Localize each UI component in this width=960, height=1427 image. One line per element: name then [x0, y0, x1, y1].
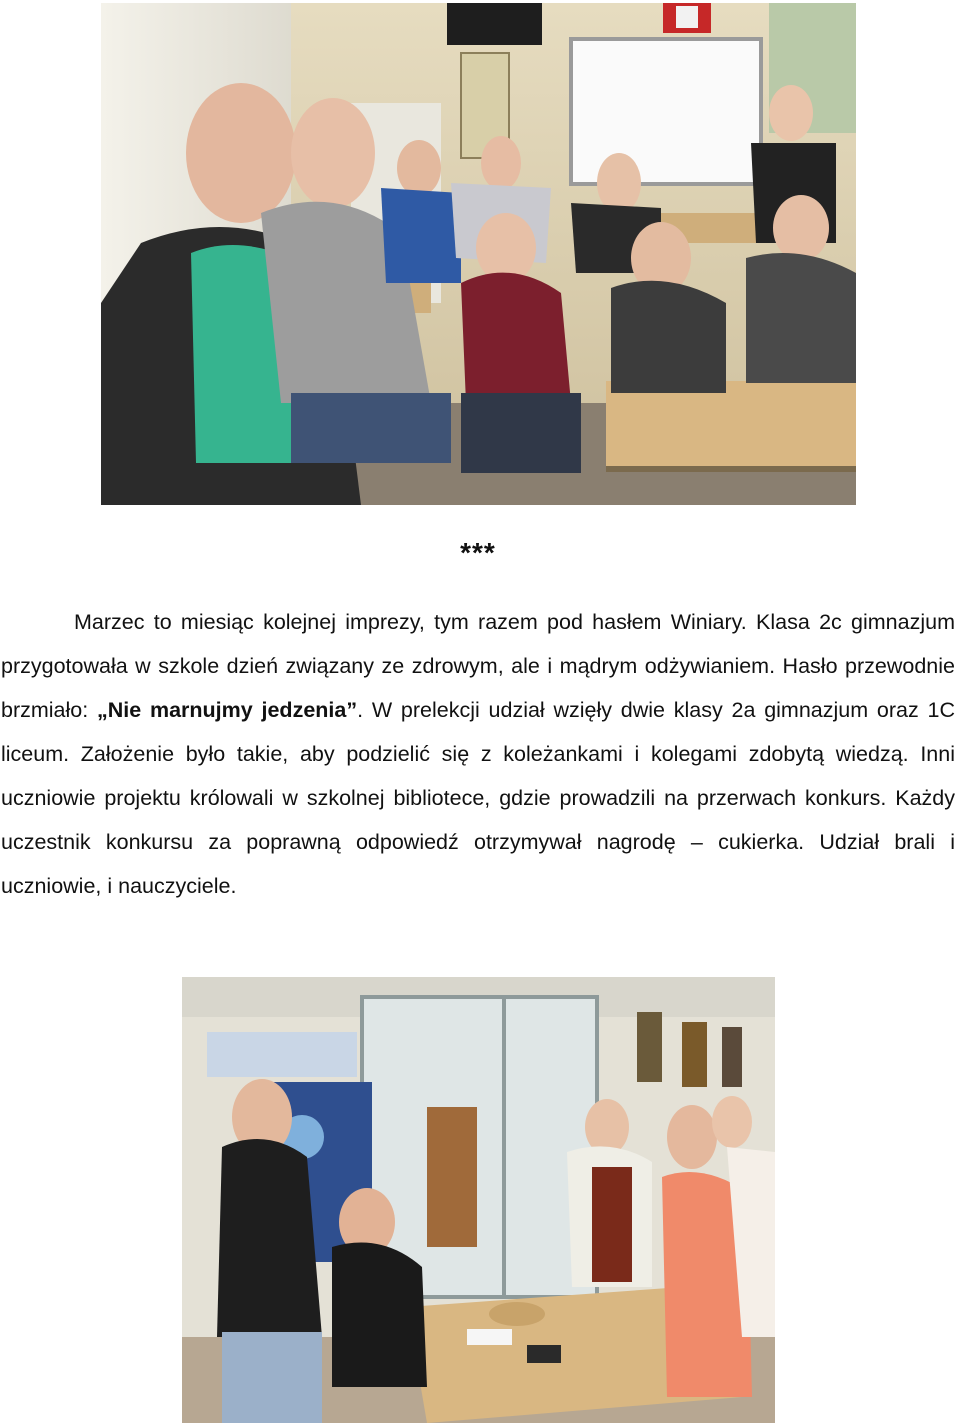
separator-text: *** — [460, 537, 496, 568]
paragraph-part-2: . W prelekcji udział wzięły dwie klasy 2a gimnazjum oraz 1C liceum. Założenie było takie, aby podzielić się z koleżankami i kolegami zdobytą wiedzą. Inni uczniowie projektu królowali w szkolnej bibliotece, gdzie prowadzili na przerwach konkurs. Każdy uczestnik konkursu za poprawną odpowiedź otrzymywał nagrodę – cukierka. Udział brali i uczniowie, i nauczyciele. — [1, 698, 955, 898]
photo-classroom-image — [101, 3, 856, 505]
paragraph-part-1: Marzec to miesiąc kolejnej imprezy, tym razem pod hasłem Winiary. Klasa 2c gimnazjum przygotowała w szkole dzień związany ze zdrowym, ale i mądrym odżywianiem. Hasło przewodnie brzmiało: — [1, 610, 955, 722]
photo-library-image — [182, 977, 775, 1423]
article-paragraph — [1, 600, 955, 908]
photo-classroom — [101, 3, 856, 505]
motto-text: „Nie marnujmy jedzenia” — [97, 698, 358, 722]
section-separator — [0, 537, 960, 569]
photo-library — [182, 977, 775, 1423]
article-text — [1, 600, 955, 908]
